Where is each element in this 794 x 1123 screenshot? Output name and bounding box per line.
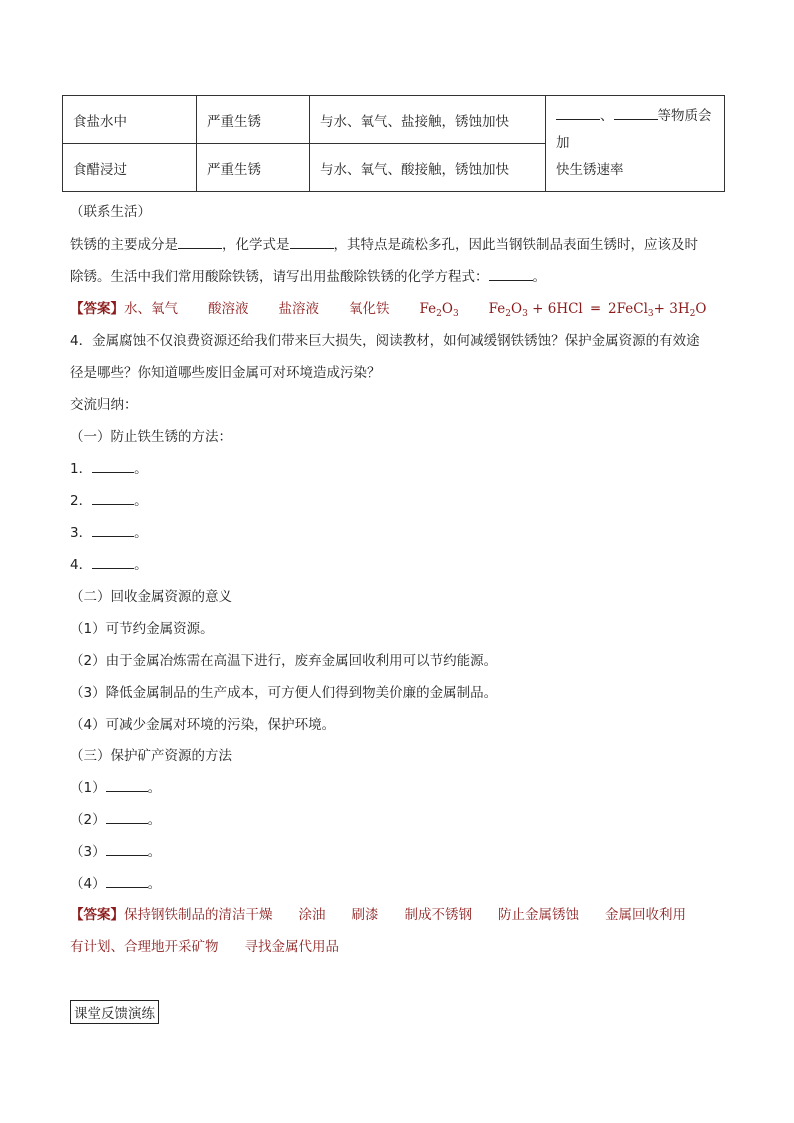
- list-item: （2）由于金属冶炼需在高温下进行，废弃金属回收利用可以节约能源。: [70, 653, 498, 669]
- summary-label: 交流归纳：: [70, 397, 138, 413]
- question-4-line1: 4．金属腐蚀不仅浪费资源还给我们带来巨大损失，阅读教材，如何减缓钢铁锈蚀？保护金属资源的有效途: [70, 333, 700, 349]
- fill-blank[interactable]: [92, 522, 134, 537]
- condition-cell: 食醋浸过: [63, 144, 197, 192]
- list-item: （4） 。: [70, 872, 161, 892]
- list-item: （1）可节约金属资源。: [70, 621, 214, 637]
- list-item: （2） 。: [70, 808, 161, 828]
- list-item: 4． 。: [70, 553, 148, 573]
- table-row: [63, 96, 725, 144]
- fill-blank[interactable]: [106, 809, 148, 824]
- question-4-line2: 径是哪些？你知道哪些废旧金属可对环境造成污染？: [70, 365, 381, 381]
- list-item: （3） 。: [70, 840, 161, 860]
- fill-blank[interactable]: [290, 234, 334, 249]
- fill-blank[interactable]: [92, 458, 134, 473]
- life-paragraph-line1: 铁锈的主要成分是 ，化学式是 ，其特点是疏松多孔，因此当钢铁制品表面生锈时，应该及时: [70, 233, 698, 253]
- fill-blank[interactable]: [106, 841, 148, 856]
- section-title-box: 课堂反馈演练: [70, 1000, 159, 1024]
- answer-tag: 【答案】: [70, 301, 124, 317]
- life-heading: （联系生活）: [70, 204, 151, 220]
- life-paragraph-line2: 除锈。生活中我们常用酸除铁锈，请写出用盐酸除铁锈的化学方程式： 。: [70, 265, 546, 285]
- answer-line: 【答案】水、氧气 酸溶液 盐溶液 氧化铁 $Fe_2O_3$ $Fe_2O_3 + 6HCl$ ═ 2FeCl$_3$+ $3H_2O$: [70, 301, 707, 319]
- answer-tag: 【答案】: [70, 907, 124, 923]
- fill-blank[interactable]: [92, 490, 134, 505]
- answer-line: 【答案】保持钢铁制品的清洁干燥 涂油 刷漆 制成不锈钢 防止金属锈蚀 金属回收利用: [70, 907, 686, 923]
- fill-blank[interactable]: [178, 234, 222, 249]
- section-heading: （一）防止铁生锈的方法：: [70, 429, 232, 445]
- condition-cell: 食盐水中: [63, 96, 197, 144]
- fill-blank[interactable]: [556, 105, 600, 120]
- section-heading: （二）回收金属资源的意义: [70, 589, 232, 605]
- list-item: （4）可减少金属对环境的污染，保护环境。: [70, 717, 336, 733]
- fill-blank[interactable]: [106, 777, 148, 792]
- list-item: （3）降低金属制品的生产成本，可方便人们得到物美价廉的金属制品。: [70, 685, 498, 701]
- rusting-conditions-table: [62, 95, 725, 192]
- chemical-equation: $Fe_2O_3 + 6HCl$ ═ 2FeCl$_3$+ $3H_2O$: [488, 301, 707, 319]
- list-item: 2． 。: [70, 489, 148, 509]
- merged-conclusion-cell: 、 等物质会加 快生锈速率: [546, 96, 725, 192]
- result-cell: 严重生锈: [197, 144, 310, 192]
- fill-blank[interactable]: [489, 266, 533, 281]
- list-item: 1． 。: [70, 457, 148, 477]
- reason-cell: 与水、氧气、盐接触，锈蚀加快: [310, 96, 546, 144]
- answer-line: 有计划、合理地开采矿物 寻找金属代用品: [70, 939, 339, 955]
- fill-blank[interactable]: [92, 554, 134, 569]
- reason-cell: 与水、氧气、酸接触，锈蚀加快: [310, 144, 546, 192]
- list-item: 3． 。: [70, 521, 148, 541]
- result-cell: 严重生锈: [197, 96, 310, 144]
- fill-blank[interactable]: [614, 105, 658, 120]
- formula-fe2o3: $Fe_2O_3$: [419, 301, 459, 319]
- fill-blank[interactable]: [106, 873, 148, 888]
- list-item: （1） 。: [70, 776, 161, 796]
- section-heading: （三）保护矿产资源的方法: [70, 748, 232, 764]
